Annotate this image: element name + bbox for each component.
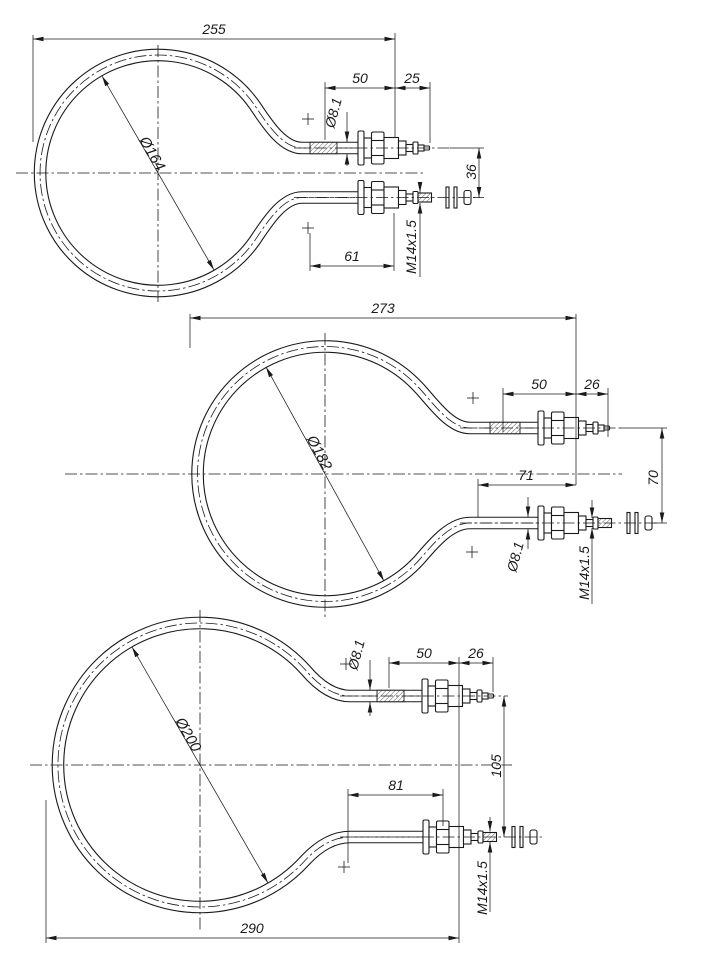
drawing-heater-d164: [16, 21, 484, 302]
dim-label-overall-width: 273: [371, 300, 395, 316]
drawing-heater-d200: [30, 610, 545, 943]
dim-label-upper-terminal: 50: [416, 645, 432, 661]
bend-center-mark: [467, 392, 479, 404]
dimension-tube-diameter: [503, 497, 528, 574]
dim-label-upper-terminal: 50: [531, 376, 547, 392]
drawing-heater-d182: [65, 300, 667, 618]
dim-label-ring-diameter: Ø200: [171, 714, 205, 755]
dim-label-upper-tip: 26: [468, 645, 484, 661]
dim-label-tube-diameter: Ø8.1: [344, 637, 368, 672]
bend-center-mark: [302, 222, 314, 234]
dim-label-lower-terminal: 61: [344, 248, 360, 264]
dim-label-ring-diameter: Ø164: [135, 133, 169, 174]
dimension-overall-width: [190, 300, 576, 485]
dim-label-upper-tip: 26: [584, 376, 600, 392]
dim-label-thread: M14x1.5: [474, 861, 490, 915]
dim-label-axis-distance: 36: [463, 164, 479, 180]
dim-label-lower-terminal: 81: [388, 777, 404, 793]
dim-label-overall-width: 255: [202, 21, 226, 37]
bend-center-mark: [302, 113, 314, 125]
dim-label-upper-terminal: 50: [352, 70, 368, 86]
dim-label-lower-terminal: 71: [518, 467, 534, 483]
dim-label-ring-diameter: Ø182: [302, 432, 336, 474]
dimension-lower-terminal: [310, 213, 394, 271]
dimension-tube-diameter: [344, 638, 370, 716]
dim-label-upper-tip: 25: [404, 70, 420, 86]
dimension-axis-distance: [620, 428, 667, 523]
dim-label-thread: M14x1.5: [403, 220, 419, 274]
bend-center-mark: [466, 546, 478, 558]
dim-label-tube-diameter: Ø8.1: [321, 95, 345, 130]
dim-label-axis-distance: 105: [488, 754, 504, 778]
dim-label-thread: M14x1.5: [576, 546, 592, 600]
dim-label-axis-distance: 70: [645, 470, 661, 486]
dim-label-overall-width: 290: [240, 920, 264, 936]
dimension-axis-distance: [488, 696, 504, 837]
dim-label-tube-diameter: Ø8.1: [503, 539, 527, 574]
